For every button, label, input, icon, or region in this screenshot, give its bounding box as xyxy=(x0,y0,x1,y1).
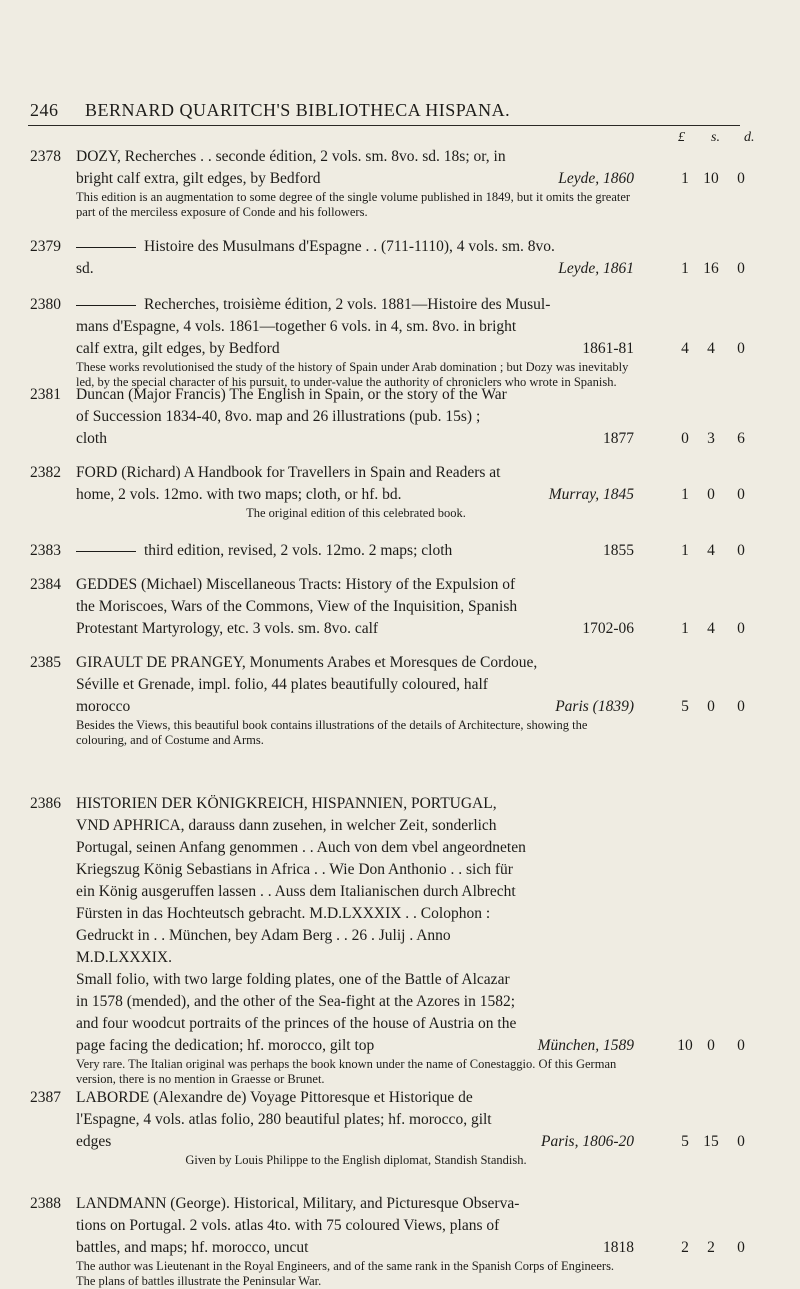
imprint: 1818 xyxy=(603,1239,634,1256)
price-shillings: 15 xyxy=(703,1133,719,1150)
entry-text: HISTORIEN DER KÖNIGKREICH, HISPANNIEN, PORTUGAL, xyxy=(76,795,497,812)
lot-number: 2384 xyxy=(30,576,61,593)
price-shillings: 16 xyxy=(703,260,719,277)
price-pounds: 0 xyxy=(681,430,689,447)
entry-text: Gedruckt in . . München, bey Adam Berg . . 26 . Julij . Anno xyxy=(76,927,451,944)
entry-line xyxy=(30,168,782,190)
entry-text: mans d'Espagne, 4 vols. 1861—together 6 vols. in 4, sm. 8vo. in bright xyxy=(76,318,517,335)
catalogue-entry xyxy=(30,384,782,450)
lot-number: 2378 xyxy=(30,148,61,165)
entry-text: tions on Portugal. 2 vols. atlas 4to. with 75 coloured Views, plans of xyxy=(76,1217,500,1234)
page-title: BERNARD QUARITCH'S BIBLIOTHECA HISPANA. xyxy=(85,100,511,120)
entry-text: Histoire des Musulmans d'Espagne . . (711-1110), 4 vols. sm. 8vo. xyxy=(76,236,555,258)
price xyxy=(674,168,774,190)
price-shillings: 4 xyxy=(707,620,715,637)
entry-line xyxy=(30,652,782,674)
imprint: München, 1589 xyxy=(537,1037,634,1054)
ditto-dash xyxy=(76,247,136,248)
price-shillings: 0 xyxy=(707,1037,715,1054)
price-pence: 0 xyxy=(737,620,745,637)
entry-line xyxy=(30,1131,782,1153)
price-shillings: 3 xyxy=(707,430,715,447)
entry-line xyxy=(30,1035,782,1057)
price-pence: 0 xyxy=(737,1133,745,1150)
price-pence: 6 xyxy=(737,430,745,447)
entry-line xyxy=(30,947,782,969)
entry-text: battles, and maps; hf. morocco, uncut xyxy=(76,1239,309,1256)
entry-text: third edition, revised, 2 vols. 12mo. 2 maps; cloth xyxy=(76,540,452,562)
entry-text: Protestant Martyrology, etc. 3 vols. sm. 8vo. calf xyxy=(76,620,379,637)
entry-line xyxy=(30,384,782,406)
imprint: 1877 xyxy=(603,430,634,447)
entry-note: Besides the Views, this beautiful book contains illustrations of the details of Architecture, showing the colouring, and of Costume and Arms. xyxy=(76,718,588,747)
entry-text: bright calf extra, gilt edges, by Bedford xyxy=(76,170,321,187)
page-number: 246 xyxy=(30,100,59,120)
price xyxy=(674,540,774,562)
entry-text: FORD (Richard) A Handbook for Travellers in Spain and Readers at xyxy=(76,464,501,481)
price-pounds: 1 xyxy=(681,542,689,559)
entry-text: l'Espagne, 4 vols. atlas folio, 280 beautiful plates; hf. morocco, gilt xyxy=(76,1111,492,1128)
entry-line xyxy=(30,618,782,640)
entry-text: GEDDES (Michael) Miscellaneous Tracts: History of the Expulsion of xyxy=(76,576,516,593)
price-pounds: 5 xyxy=(681,1133,689,1150)
lot-number: 2388 xyxy=(30,1195,61,1212)
catalogue-entry xyxy=(30,540,782,562)
entry-line xyxy=(30,969,782,991)
price xyxy=(674,1237,774,1259)
entry-text: Small folio, with two large folding plates, one of the Battle of Alcazar xyxy=(76,971,510,988)
price xyxy=(674,428,774,450)
price-pence: 0 xyxy=(737,486,745,503)
price-shillings: 10 xyxy=(703,170,719,187)
imprint: 1861-81 xyxy=(582,340,634,357)
price-shillings: 4 xyxy=(707,340,715,357)
catalogue-entry xyxy=(30,652,782,748)
price-pence: 0 xyxy=(737,542,745,559)
entry-text: page facing the dedication; hf. morocco, gilt top xyxy=(76,1037,375,1054)
price-pounds: 1 xyxy=(681,486,689,503)
ditto-dash xyxy=(76,305,136,306)
lot-number: 2387 xyxy=(30,1089,61,1106)
entry-line xyxy=(30,338,782,360)
entry-text: and four woodcut portraits of the princes of the house of Austria on the xyxy=(76,1015,517,1032)
entry-line xyxy=(30,925,782,947)
entry-text: morocco xyxy=(76,698,131,715)
price-pounds: 2 xyxy=(681,1239,689,1256)
price xyxy=(674,258,774,280)
entry-text: DOZY, Recherches . . seconde édition, 2 vols. sm. 8vo. sd. 18s; or, in xyxy=(76,148,506,165)
entry-text: home, 2 vols. 12mo. with two maps; cloth, or hf. bd. xyxy=(76,486,402,503)
catalogue-entry xyxy=(30,146,782,220)
price-pence: 0 xyxy=(737,340,745,357)
entry-line xyxy=(30,406,782,428)
entry-text: M.D.LXXXIX. xyxy=(76,949,173,966)
lot-number: 2385 xyxy=(30,654,61,671)
entry-line xyxy=(30,793,782,815)
imprint: Leyde, 1861 xyxy=(558,260,634,277)
catalogue-entry xyxy=(30,574,782,640)
price-shillings: 4 xyxy=(707,542,715,559)
entry-note: These works revolutionised the study of the history of Spain under Arab domination ; but Dozy was inevitably led, by the special character of his pursuit, to under-value the authority of chroniclers who wrote in Spanish. xyxy=(76,360,629,389)
imprint: Paris (1839) xyxy=(555,698,634,715)
price-pounds: 10 xyxy=(677,1037,693,1054)
catalogue-entry xyxy=(30,793,782,1087)
price-shillings: 2 xyxy=(707,1239,715,1256)
entry-line xyxy=(30,428,782,450)
entry-line xyxy=(30,462,782,484)
entry-text: Kriegszug König Sebastians in Africa . . Wie Don Anthonio . . sich für xyxy=(76,861,513,878)
entry-note: Very rare. The Italian original was perhaps the book known under the name of Conestaggio. Of this German version, there is no mention in Graesse or Brunet. xyxy=(76,1057,617,1086)
price xyxy=(674,1131,774,1153)
entry-line xyxy=(30,859,782,881)
ditto-dash xyxy=(76,551,136,552)
entry-line xyxy=(30,1109,782,1131)
entry-note: The author was Lieutenant in the Royal Engineers, and of the same rank in the Spanish Corps of Engineers. The plans of battles illustrate the Peninsular War. xyxy=(76,1259,615,1288)
entry-line xyxy=(30,903,782,925)
entry-note: Given by Louis Philippe to the English diplomat, Standish Standish. xyxy=(185,1153,527,1167)
catalogue-entry xyxy=(30,462,782,521)
imprint: Murray, 1845 xyxy=(548,486,634,503)
entry-text: calf extra, gilt edges, by Bedford xyxy=(76,340,280,357)
entry-line xyxy=(30,294,782,316)
price xyxy=(674,696,774,718)
entry-line xyxy=(30,837,782,859)
entry-line xyxy=(30,146,782,168)
price xyxy=(674,338,774,360)
entry-line xyxy=(30,1087,782,1109)
entry-text: ein König ausgeruffen lassen . . Auss dem Italianischen durch Albrecht xyxy=(76,883,516,900)
price-pence: 0 xyxy=(737,698,745,715)
entry-line xyxy=(30,674,782,696)
entry-text: of Succession 1834-40, 8vo. map and 26 illustrations (pub. 15s) ; xyxy=(76,408,481,425)
entry-text: edges xyxy=(76,1133,112,1150)
price-pence: 0 xyxy=(737,1239,745,1256)
entry-line xyxy=(30,484,782,506)
imprint: 1855 xyxy=(603,542,634,559)
entry-line xyxy=(30,316,782,338)
price xyxy=(674,618,774,640)
entry-text: in 1578 (mended), and the other of the Sea-fight at the Azores in 1582; xyxy=(76,993,516,1010)
pounds-heading: £ xyxy=(678,130,685,145)
entry-text: cloth xyxy=(76,430,107,447)
entry-line xyxy=(30,574,782,596)
entry-text: VND APHRICA, darauss dann zusehen, in welcher Zeit, sonderlich xyxy=(76,817,497,834)
entry-text: Portugal, seinen Anfang genommen . . Auch von dem vbel angeordneten xyxy=(76,839,526,856)
entry-line xyxy=(30,881,782,903)
header-rule xyxy=(28,125,740,126)
price-pounds: 4 xyxy=(681,340,689,357)
entry-line xyxy=(30,1237,782,1259)
entry-text: LABORDE (Alexandre de) Voyage Pittoresque et Historique de xyxy=(76,1089,473,1106)
price-pounds: 5 xyxy=(681,698,689,715)
price-pounds: 1 xyxy=(681,620,689,637)
entry-note: The original edition of this celebrated book. xyxy=(246,506,466,520)
entry-line xyxy=(30,258,782,280)
entry-line xyxy=(30,1193,782,1215)
entry-text: Recherches, troisième édition, 2 vols. 1881—Histoire des Musul- xyxy=(76,294,550,316)
catalogue-entry xyxy=(30,294,782,390)
entry-line xyxy=(30,991,782,1013)
pence-heading: d. xyxy=(744,130,755,145)
imprint: Paris, 1806-20 xyxy=(541,1133,634,1150)
entry-text: the Moriscoes, Wars of the Commons, View of the Inquisition, Spanish xyxy=(76,598,518,615)
price-shillings: 0 xyxy=(707,486,715,503)
entry-text: sd. xyxy=(76,260,94,277)
entry-text: Duncan (Major Francis) The English in Spain, or the story of the War xyxy=(76,386,507,403)
lot-number: 2381 xyxy=(30,386,61,403)
entry-line xyxy=(30,540,782,562)
catalogue-entry xyxy=(30,236,782,280)
entry-line xyxy=(30,696,782,718)
entry-line xyxy=(30,1013,782,1035)
lot-number: 2386 xyxy=(30,795,61,812)
price-pence: 0 xyxy=(737,170,745,187)
price xyxy=(674,1035,774,1057)
entry-line xyxy=(30,596,782,618)
shillings-heading: s. xyxy=(711,130,720,145)
catalogue-entry xyxy=(30,1193,782,1289)
catalogue-entry xyxy=(30,1087,782,1168)
price xyxy=(674,484,774,506)
entry-note: This edition is an augmentation to some degree of the single volume published in 1849, but it omits the greater part of the merciless exposure of Conde and his followers. xyxy=(76,190,631,219)
entry-line xyxy=(30,815,782,837)
lot-number: 2383 xyxy=(30,542,61,559)
entry-text: Fürsten in das Hochteutsch gebracht. M.D.LXXXIX . . Colophon : xyxy=(76,905,491,922)
entry-text: Séville et Grenade, impl. folio, 44 plates beautifully coloured, half xyxy=(76,676,488,693)
price-pounds: 1 xyxy=(681,170,689,187)
lot-number: 2382 xyxy=(30,464,61,481)
entry-line xyxy=(30,1215,782,1237)
entry-text: LANDMANN (George). Historical, Military, and Picturesque Observa- xyxy=(76,1195,520,1212)
running-header xyxy=(30,100,730,122)
price-pence: 0 xyxy=(737,260,745,277)
price-pence: 0 xyxy=(737,1037,745,1054)
price-pounds: 1 xyxy=(681,260,689,277)
lot-number: 2380 xyxy=(30,296,61,313)
entry-text: GIRAULT DE PRANGEY, Monuments Arabes et Moresques de Cordoue, xyxy=(76,654,538,671)
lot-number: 2379 xyxy=(30,238,61,255)
entry-line xyxy=(30,236,782,258)
imprint: 1702-06 xyxy=(582,620,634,637)
price-shillings: 0 xyxy=(707,698,715,715)
imprint: Leyde, 1860 xyxy=(558,170,634,187)
